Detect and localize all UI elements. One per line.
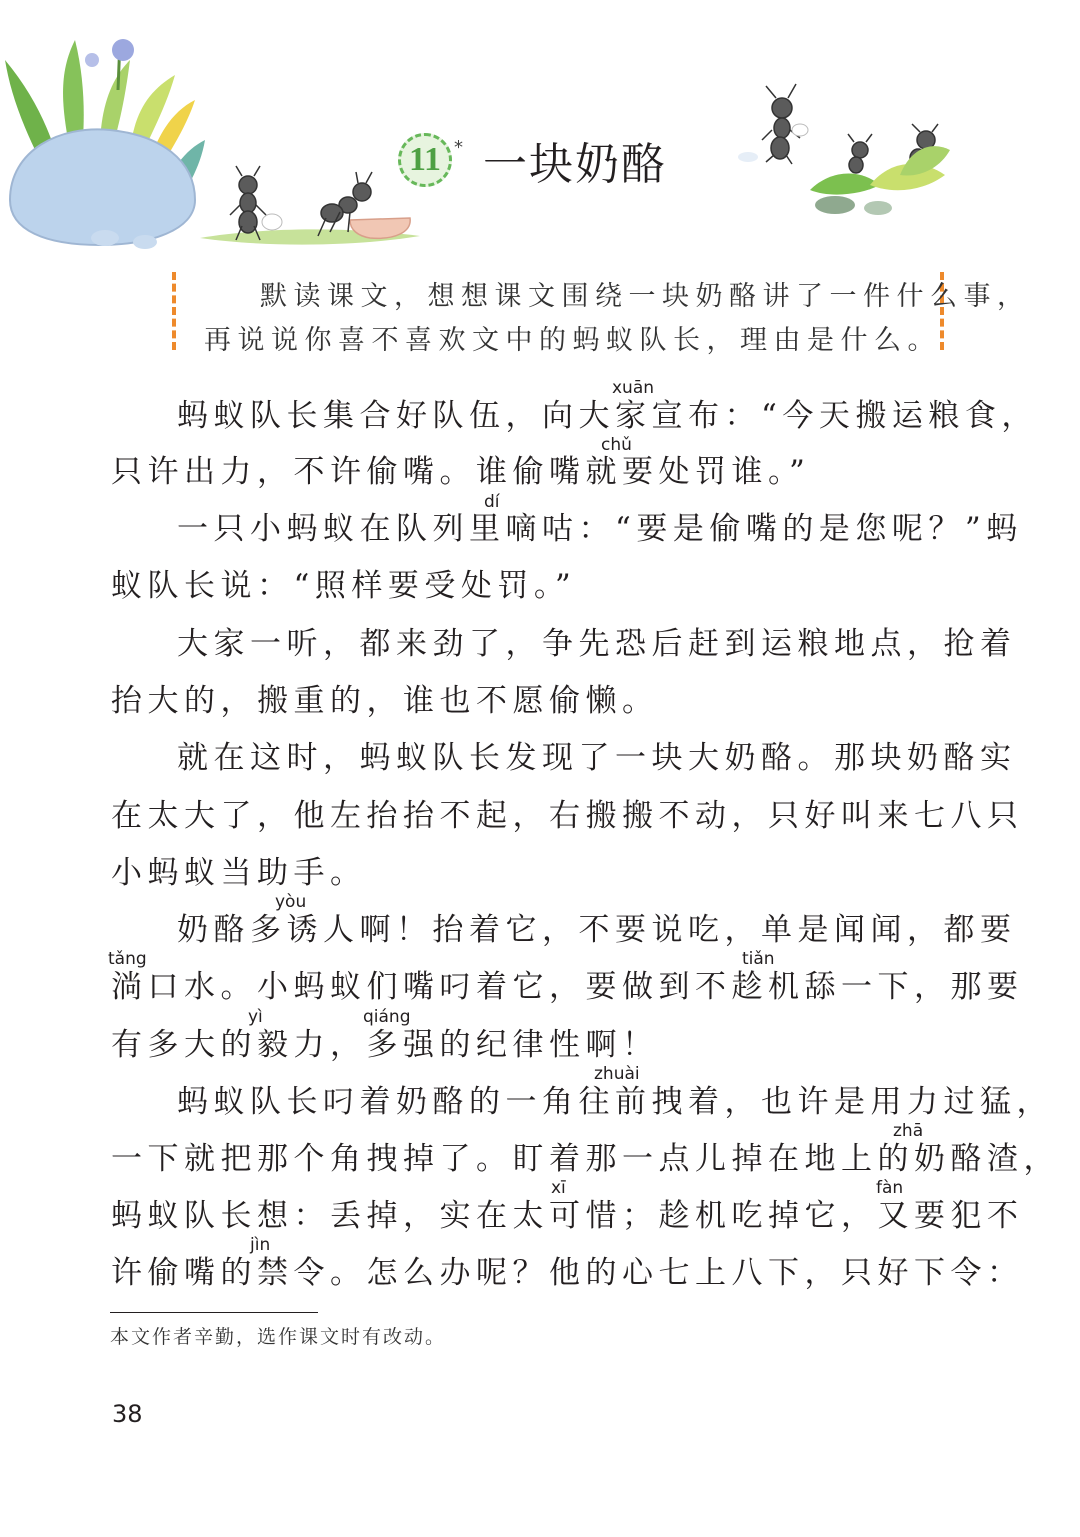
- pinyin-annotation: jìn: [250, 1235, 271, 1255]
- plant-icon: [810, 146, 950, 215]
- pinyin-annotation: fàn: [876, 1178, 904, 1198]
- pinyin-annotation: xī: [551, 1178, 566, 1198]
- page-number: 38: [112, 1400, 143, 1428]
- body-line: 一只小蚂蚁在队列里嘀咕：“要是偷嘴的是您呢？”蚂: [177, 511, 1023, 547]
- prompt-line: 默读课文，想想课文围绕一块奶酪讲了一件什么事，: [260, 281, 1031, 312]
- body-line: 有多大的毅力，多强的纪律性啊！: [111, 1027, 659, 1063]
- pinyin-annotation: zhuài: [594, 1064, 640, 1084]
- pinyin-annotation: xuān: [612, 378, 655, 398]
- body-line: 抬大的，搬重的，谁也不愿偷懒。: [111, 683, 659, 719]
- pinyin-annotation: zhā: [893, 1121, 924, 1141]
- ant-icon: [762, 84, 800, 164]
- prompt-border-left: [172, 272, 176, 350]
- pinyin-annotation: yòu: [275, 892, 307, 912]
- body-line: 蚂蚁队长集合好队伍，向大家宣布：“今天搬运粮食，: [177, 398, 1038, 434]
- body-line: 只许出力，不许偷嘴。谁偷嘴就要处罚谁。”: [111, 454, 811, 490]
- body-line: 蚁队长说：“照样要受处罚。”: [111, 568, 577, 604]
- reading-prompt-box: [172, 272, 1031, 356]
- pinyin-annotation: tǎng: [108, 949, 147, 969]
- ant-icon: [848, 134, 872, 173]
- prompt-line: 再说说你喜不喜欢文中的蚂蚁队长，理由是什么。: [204, 325, 941, 356]
- pinyin-annotation: qiáng: [363, 1007, 411, 1027]
- body-line: 就在这时，蚂蚁队长发现了一块大奶酪。那块奶酪实: [177, 740, 1017, 776]
- ant-icon: [230, 166, 266, 240]
- body-line: 淌口水。小蚂蚁们嘴叼着它，要做到不趁机舔一下，那要: [111, 969, 1024, 1005]
- body-line: 许偷嘴的禁令。怎么办呢？他的心七上八下，只好下令：: [111, 1255, 1024, 1291]
- body-line: 蚂蚁队长叼着奶酪的一角往前拽着，也许是用力过猛，: [177, 1084, 1053, 1120]
- lesson-title: 一块奶酪: [483, 139, 667, 190]
- footnote-divider: [110, 1312, 318, 1313]
- pinyin-annotation: chǔ: [601, 435, 632, 455]
- body-line: 在太大了，他左抬抬不起，右搬搬不动，只好叫来七八只: [111, 798, 1024, 834]
- pinyin-annotation: yì: [248, 1007, 263, 1027]
- lesson-self-study-marker: *: [454, 136, 463, 158]
- pinyin-annotation: tiǎn: [742, 949, 775, 969]
- body-line: 大家一听，都来劲了，争先恐后赶到运粮地点，抢着: [177, 626, 1017, 662]
- pinyin-annotation: dí: [484, 492, 500, 512]
- lesson-heading: [398, 125, 667, 195]
- body-line: 蚂蚁队长想：丢掉，实在太可惜；趁机吃掉它，又要犯不: [111, 1198, 1024, 1234]
- body-line: 奶酪多诱人啊！抬着它，不要说吃，单是闻闻，都要: [177, 912, 1017, 948]
- body-line: 一下就把那个角拽掉了。盯着那一点儿掉在地上的奶酪渣，: [111, 1141, 1060, 1177]
- lesson-number-badge: 11: [398, 133, 452, 187]
- footnote: 本文作者辛勤，选作课文时有改动。: [110, 1326, 447, 1348]
- body-line: 小蚂蚁当助手。: [111, 855, 367, 891]
